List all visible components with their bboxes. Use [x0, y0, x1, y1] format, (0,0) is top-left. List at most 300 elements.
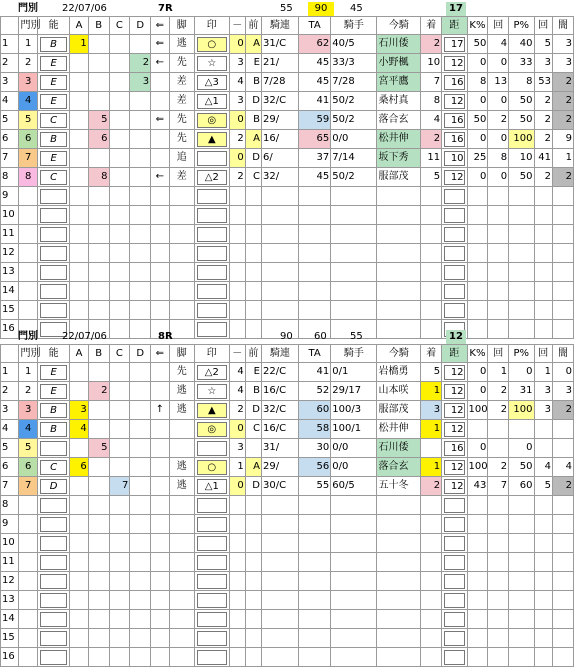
ta-index-cell: 37: [298, 149, 330, 168]
mark-d-cell: [130, 572, 151, 591]
k-count-cell: [488, 420, 509, 439]
prev-rank-cell: [245, 282, 261, 301]
finish-cell: [421, 648, 442, 667]
jockey-pair-cell: 7/28: [261, 73, 298, 92]
prediction-mark-box: [197, 208, 227, 223]
running-style-cell: [169, 187, 194, 206]
header-finish: 着: [421, 17, 442, 35]
mark-c-cell: [109, 111, 130, 130]
mark-d-cell: [130, 591, 151, 610]
minus-cell: [229, 572, 245, 591]
ability-rank-cell: [37, 130, 69, 149]
row-index-cell: 13: [1, 591, 19, 610]
minus-cell: [229, 187, 245, 206]
mark-b-cell: [88, 553, 109, 572]
p-percent-cell: [509, 553, 534, 572]
prediction-mark-cell: [194, 73, 229, 92]
row-index-cell: 16: [1, 648, 19, 667]
ta-index-cell: [298, 244, 330, 263]
jockey-pair-cell: [261, 553, 298, 572]
distance-box: [444, 650, 464, 665]
ability-rank-box: [40, 189, 67, 204]
mark-b-cell: [88, 572, 109, 591]
dark-cell: 0: [552, 363, 573, 382]
prev-rank-cell: [245, 301, 261, 320]
table-row: [1, 73, 574, 92]
jockey-pair-cell: [261, 187, 298, 206]
ability-rank-cell: [37, 439, 69, 458]
mark-c-cell: [109, 401, 130, 420]
row-index-cell: 10: [1, 206, 19, 225]
dark-cell: [552, 263, 573, 282]
header-current-jockey: 今騎: [377, 345, 421, 363]
arrow-cell: [151, 92, 169, 111]
mark-d-cell: [130, 477, 151, 496]
mark-d-cell: [130, 363, 151, 382]
gate-number-cell: 1: [19, 35, 37, 54]
p-percent-cell: [509, 282, 534, 301]
p-count-cell: 41: [534, 149, 552, 168]
mark-c-cell: [109, 572, 130, 591]
running-style-cell: [169, 610, 194, 629]
k-percent-cell: [467, 629, 488, 648]
ta-index-cell: 58: [298, 420, 330, 439]
k-count-cell: [488, 301, 509, 320]
p-count-cell: 3: [534, 382, 552, 401]
p-percent-cell: 50: [509, 458, 534, 477]
distance-cell: [442, 477, 467, 496]
minus-cell: 0: [229, 111, 245, 130]
prediction-mark-box: [197, 265, 227, 280]
k-percent-cell: [467, 591, 488, 610]
jockey-record-cell: [331, 496, 377, 515]
prediction-mark-cell: [194, 130, 229, 149]
dark-cell: 1: [552, 149, 573, 168]
mark-a-cell: 6: [70, 458, 88, 477]
minus-cell: [229, 301, 245, 320]
prediction-mark-box: [197, 303, 227, 318]
jockey-record-cell: [331, 591, 377, 610]
gate-number-cell: [19, 610, 37, 629]
mark-b-cell: [88, 149, 109, 168]
p-percent-cell: 10: [509, 149, 534, 168]
mark-a-cell: [70, 282, 88, 301]
prediction-mark-box: [197, 441, 227, 456]
mark-a-cell: 1: [70, 35, 88, 54]
prediction-mark-box: ▲: [197, 403, 227, 418]
p-percent-cell: [509, 263, 534, 282]
jockey-record-cell: [331, 610, 377, 629]
p-count-cell: 1: [534, 363, 552, 382]
dark-cell: [552, 515, 573, 534]
minus-cell: 2: [229, 168, 245, 187]
ability-rank-cell: [37, 610, 69, 629]
dark-cell: 4: [552, 458, 573, 477]
prev-rank-cell: [245, 439, 261, 458]
prediction-mark-box: [197, 593, 227, 608]
mark-a-cell: [70, 168, 88, 187]
jockey-record-cell: 100/3: [331, 401, 377, 420]
mark-d-cell: [130, 187, 151, 206]
row-index-cell: 15: [1, 629, 19, 648]
current-jockey-cell: 五十冬: [377, 477, 421, 496]
k-percent-cell: [467, 610, 488, 629]
jockey-pair-cell: 32/: [261, 168, 298, 187]
jockey-pair-cell: [261, 206, 298, 225]
prediction-mark-cell: [194, 263, 229, 282]
prediction-mark-cell: [194, 225, 229, 244]
p-count-cell: 2: [534, 92, 552, 111]
mark-d-cell: [130, 149, 151, 168]
jockey-record-cell: 100/1: [331, 420, 377, 439]
top-number-1: 90: [280, 331, 293, 342]
mark-a-cell: [70, 263, 88, 282]
gate-number-cell: 2: [19, 382, 37, 401]
current-jockey-cell: [377, 572, 421, 591]
dark-cell: 3: [552, 35, 573, 54]
prediction-mark-cell: [194, 401, 229, 420]
table-row: [1, 130, 574, 149]
k-percent-cell: [467, 496, 488, 515]
jockey-pair-cell: [261, 496, 298, 515]
race-8r-table: [0, 344, 574, 667]
mark-c-cell: [109, 168, 130, 187]
p-percent-cell: [509, 496, 534, 515]
distance-box: [444, 631, 464, 646]
table-row: [1, 382, 574, 401]
dark-cell: 2: [552, 73, 573, 92]
p-count-cell: [534, 263, 552, 282]
mark-c-cell: [109, 496, 130, 515]
dark-cell: [552, 244, 573, 263]
row-index-cell: 8: [1, 168, 19, 187]
jockey-record-cell: [331, 534, 377, 553]
p-percent-cell: 31: [509, 382, 534, 401]
k-percent-cell: 50: [467, 111, 488, 130]
table-row-empty: [1, 534, 574, 553]
p-count-cell: [534, 187, 552, 206]
k-count-cell: [488, 439, 509, 458]
arrow-cell: ←: [151, 54, 169, 73]
current-jockey-cell: 山本咲: [377, 382, 421, 401]
jockey-record-cell: [331, 629, 377, 648]
header-p-percent: P%: [509, 345, 534, 363]
mark-a-cell: [70, 149, 88, 168]
distance-cell: [442, 648, 467, 667]
mark-a-cell: [70, 187, 88, 206]
ability-rank-cell: [37, 244, 69, 263]
jockey-pair-cell: [261, 610, 298, 629]
running-style-cell: [169, 572, 194, 591]
finish-cell: [421, 610, 442, 629]
prediction-mark-box: [197, 650, 227, 665]
prev-rank-cell: [245, 534, 261, 553]
mark-a-cell: [70, 363, 88, 382]
p-count-cell: [534, 572, 552, 591]
ability-rank-cell: [37, 301, 69, 320]
ability-rank-cell: [37, 263, 69, 282]
prediction-mark-cell: [194, 301, 229, 320]
k-percent-cell: [467, 534, 488, 553]
top-number-2: 90: [308, 2, 334, 16]
ta-index-cell: 41: [298, 92, 330, 111]
jockey-pair-cell: 16/C: [261, 382, 298, 401]
ta-index-cell: 55: [298, 477, 330, 496]
row-index-cell: 11: [1, 225, 19, 244]
row-index-cell: 6: [1, 458, 19, 477]
prev-rank-cell: B: [245, 111, 261, 130]
k-count-cell: 2: [488, 401, 509, 420]
mark-b-cell: [88, 534, 109, 553]
k-percent-cell: 0: [467, 130, 488, 149]
dark-cell: [552, 534, 573, 553]
header-minus: －: [229, 17, 245, 35]
row-index-cell: 7: [1, 149, 19, 168]
gate-number-cell: 7: [19, 149, 37, 168]
ability-rank-cell: [37, 282, 69, 301]
mark-d-cell: [130, 263, 151, 282]
ta-index-cell: 65: [298, 130, 330, 149]
minus-cell: 2: [229, 401, 245, 420]
minus-cell: 0: [229, 477, 245, 496]
k-count-cell: 2: [488, 111, 509, 130]
row-index-cell: 14: [1, 610, 19, 629]
venue-label: 門別: [18, 331, 38, 342]
gate-number-cell: [19, 629, 37, 648]
prediction-mark-box: [197, 189, 227, 204]
jockey-record-cell: 0/0: [331, 130, 377, 149]
prev-rank-cell: [245, 187, 261, 206]
distance-box: 12: [444, 479, 464, 494]
current-jockey-cell: [377, 648, 421, 667]
row-index-cell: 2: [1, 54, 19, 73]
p-percent-cell: 0: [509, 363, 534, 382]
ta-index-cell: [298, 206, 330, 225]
row-index-cell: 5: [1, 439, 19, 458]
current-jockey-cell: [377, 225, 421, 244]
p-count-cell: [534, 610, 552, 629]
k-percent-cell: 100: [467, 458, 488, 477]
table-row-empty: [1, 301, 574, 320]
minus-cell: 4: [229, 73, 245, 92]
minus-cell: 3: [229, 439, 245, 458]
distance-box: 12: [444, 365, 464, 380]
p-count-cell: 2: [534, 111, 552, 130]
prev-rank-cell: [245, 206, 261, 225]
prev-rank-cell: D: [245, 149, 261, 168]
gate-number-cell: 1: [19, 363, 37, 382]
prediction-mark-box: ○: [197, 460, 227, 475]
dark-cell: [552, 439, 573, 458]
prediction-mark-box: [197, 284, 227, 299]
row-index-cell: 4: [1, 92, 19, 111]
p-count-cell: 53: [534, 73, 552, 92]
header-ability-rank: 能: [37, 17, 69, 35]
running-style-cell: [169, 301, 194, 320]
distance-box: [444, 227, 464, 242]
dark-cell: [552, 553, 573, 572]
prev-rank-cell: [245, 225, 261, 244]
header-mark-c: C: [109, 345, 130, 363]
k-count-cell: 0: [488, 168, 509, 187]
current-jockey-cell: [377, 206, 421, 225]
header-current-jockey: 今騎: [377, 17, 421, 35]
finish-cell: [421, 301, 442, 320]
header-p-count: 回: [534, 345, 552, 363]
mark-a-cell: [70, 515, 88, 534]
running-style-cell: 先: [169, 54, 194, 73]
finish-cell: 3: [421, 401, 442, 420]
header-mark-d: D: [130, 345, 151, 363]
prev-rank-cell: [245, 244, 261, 263]
mark-d-cell: [130, 92, 151, 111]
distance-cell: [442, 111, 467, 130]
ta-index-cell: [298, 572, 330, 591]
ability-rank-box: [40, 284, 67, 299]
header-mark-a: A: [70, 345, 88, 363]
ta-index-cell: 41: [298, 363, 330, 382]
running-style-cell: 逃: [169, 382, 194, 401]
ability-rank-box: [40, 536, 67, 551]
jockey-pair-cell: 16/: [261, 130, 298, 149]
finish-cell: [421, 439, 442, 458]
k-count-cell: [488, 591, 509, 610]
header-minus: －: [229, 345, 245, 363]
mark-c-cell: [109, 263, 130, 282]
mark-b-cell: [88, 54, 109, 73]
mark-a-cell: [70, 553, 88, 572]
mark-b-cell: [88, 363, 109, 382]
prediction-mark-box: [197, 517, 227, 532]
race-date: 22/07/06: [62, 3, 107, 14]
jockey-record-cell: [331, 187, 377, 206]
distance-box: [444, 189, 464, 204]
gate-number-cell: [19, 301, 37, 320]
k-percent-cell: [467, 420, 488, 439]
distance-box: 12: [444, 384, 464, 399]
gate-number-cell: 3: [19, 401, 37, 420]
distance-box: 12: [444, 422, 464, 437]
prediction-mark-cell: [194, 54, 229, 73]
running-style-cell: [169, 206, 194, 225]
prediction-mark-box: △2: [197, 365, 227, 380]
p-count-cell: [534, 648, 552, 667]
p-count-cell: [534, 420, 552, 439]
prev-rank-cell: [245, 610, 261, 629]
ability-rank-box: E: [40, 384, 67, 399]
k-percent-cell: [467, 553, 488, 572]
gate-number-cell: 8: [19, 168, 37, 187]
distance-box: 12: [444, 170, 464, 185]
distance-cell: [442, 439, 467, 458]
arrow-cell: [151, 629, 169, 648]
ability-rank-box: B: [40, 403, 67, 418]
header-finish: 着: [421, 345, 442, 363]
gate-number-cell: 6: [19, 130, 37, 149]
mark-b-cell: [88, 187, 109, 206]
running-style-cell: 追: [169, 149, 194, 168]
running-style-cell: [169, 244, 194, 263]
ability-rank-cell: [37, 420, 69, 439]
dark-cell: [552, 225, 573, 244]
header-prediction-mark: 印: [194, 345, 229, 363]
ability-rank-cell: [37, 225, 69, 244]
ta-index-cell: 45: [298, 168, 330, 187]
prediction-mark-cell: [194, 111, 229, 130]
mark-b-cell: [88, 73, 109, 92]
prediction-mark-cell: [194, 515, 229, 534]
mark-d-cell: [130, 553, 151, 572]
p-percent-cell: 0: [509, 439, 534, 458]
ability-rank-box: [40, 303, 67, 318]
prev-rank-cell: E: [245, 54, 261, 73]
ability-rank-cell: [37, 572, 69, 591]
mark-b-cell: [88, 225, 109, 244]
distance-cell: [442, 187, 467, 206]
minus-cell: [229, 496, 245, 515]
race-header-row: [0, 2, 578, 16]
ability-rank-cell: [37, 591, 69, 610]
header-arrow: ⇐: [151, 17, 169, 35]
ability-rank-cell: [37, 553, 69, 572]
finish-cell: [421, 515, 442, 534]
mark-d-cell: [130, 420, 151, 439]
distance-top: 17: [446, 2, 466, 16]
dark-cell: 2: [552, 111, 573, 130]
mark-a-cell: [70, 54, 88, 73]
gate-number-cell: [19, 263, 37, 282]
header-arrow: ⇐: [151, 345, 169, 363]
gate-number-cell: 6: [19, 458, 37, 477]
table-row: [1, 92, 574, 111]
mark-a-cell: [70, 382, 88, 401]
header-jockey-pair: 騎連: [261, 17, 298, 35]
p-percent-cell: 40: [509, 35, 534, 54]
table-row: [1, 420, 574, 439]
prediction-mark-cell: [194, 244, 229, 263]
k-percent-cell: 43: [467, 477, 488, 496]
dark-cell: 2: [552, 477, 573, 496]
mark-a-cell: [70, 225, 88, 244]
race-7r-table: [0, 16, 574, 339]
p-count-cell: [534, 591, 552, 610]
ta-index-cell: 56: [298, 458, 330, 477]
mark-c-cell: [109, 282, 130, 301]
dark-cell: [552, 282, 573, 301]
dark-cell: 2: [552, 168, 573, 187]
mark-a-cell: [70, 629, 88, 648]
jockey-pair-cell: [261, 263, 298, 282]
mark-b-cell: [88, 477, 109, 496]
gate-number-cell: [19, 244, 37, 263]
distance-box: [444, 555, 464, 570]
gate-number-cell: 4: [19, 92, 37, 111]
gate-number-cell: 5: [19, 111, 37, 130]
jockey-record-cell: [331, 572, 377, 591]
p-percent-cell: [509, 244, 534, 263]
top-number-2: 60: [314, 331, 327, 342]
p-count-cell: [534, 553, 552, 572]
table-row: [1, 35, 574, 54]
arrow-cell: [151, 458, 169, 477]
ability-rank-box: C: [40, 460, 67, 475]
table-row: [1, 111, 574, 130]
header-jockey-record: 騎手: [331, 17, 377, 35]
distance-cell: [442, 206, 467, 225]
dark-cell: 3: [552, 382, 573, 401]
arrow-cell: [151, 648, 169, 667]
header-mark-b: B: [88, 17, 109, 35]
